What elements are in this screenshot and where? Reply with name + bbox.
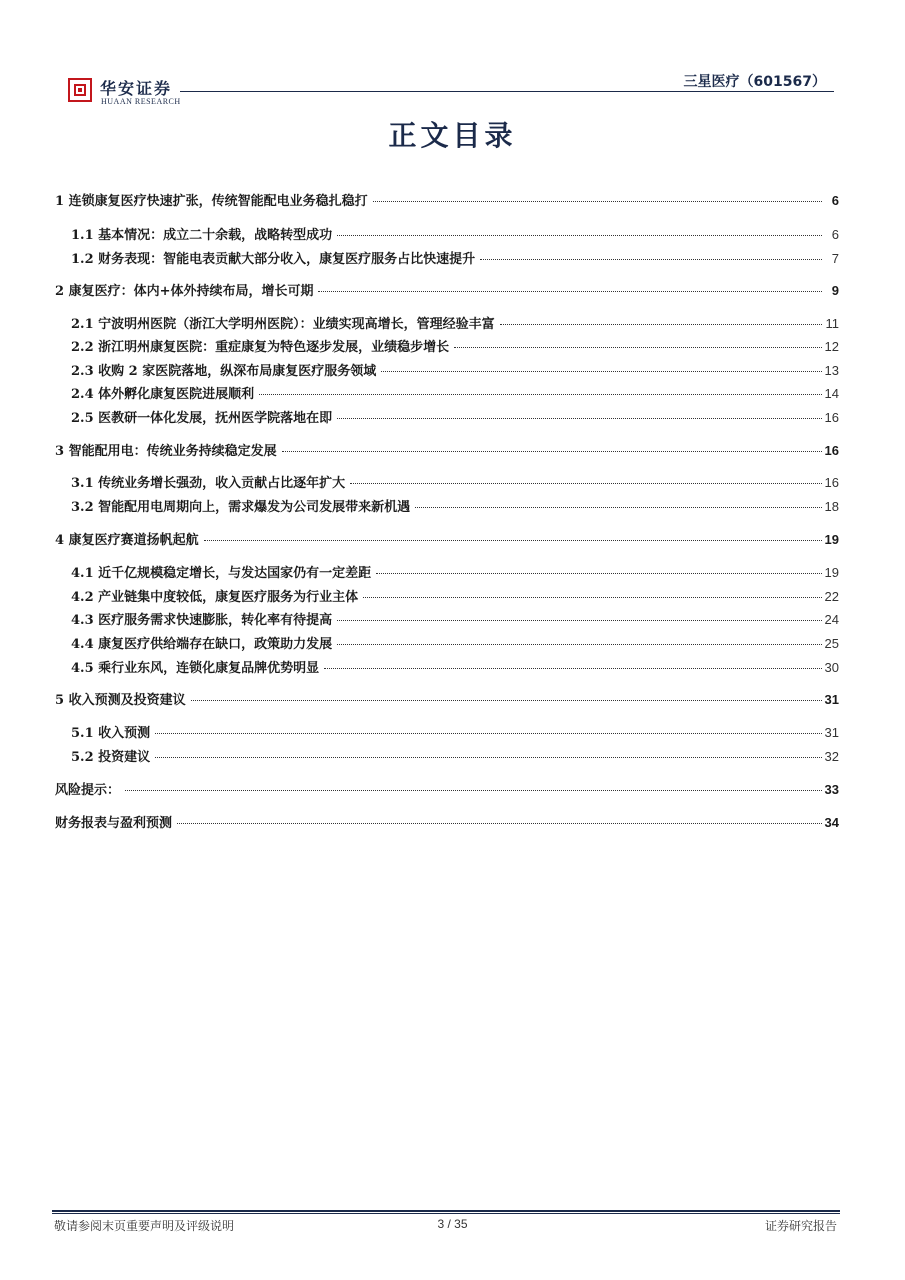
toc-entry-title: 5.2 投资建议	[71, 750, 151, 765]
toc-leader-dots	[324, 668, 821, 669]
toc-entry[interactable]	[71, 722, 839, 744]
toc-entry-title: 3 智能配用电：传统业务持续稳定发展	[55, 444, 277, 459]
toc-entry-title: 4.5 乘行业东风，连锁化康复品牌优势明显	[71, 661, 320, 676]
toc-entry[interactable]	[55, 190, 839, 212]
toc-entry-page: 7	[831, 251, 839, 266]
report-type: 证券研究报告	[764, 1219, 837, 1233]
toc-leader-dots	[337, 644, 821, 645]
toc-entry-title: 3.1 传统业务增长强劲，收入贡献占比逐年扩大	[71, 476, 346, 491]
toc-entry-page: 18	[824, 499, 839, 514]
toc-entry[interactable]	[71, 586, 839, 608]
toc-entry-page: 22	[824, 589, 839, 604]
toc-entry-title: 4 康复医疗赛道扬帆起航	[55, 533, 199, 548]
footer-divider	[52, 1210, 840, 1212]
footer-divider-thin	[52, 1213, 840, 1214]
logo-english-name: HUAAN RESEARCH	[101, 97, 181, 106]
toc-entry-page: 24	[824, 612, 839, 627]
toc-entry-title: 5 收入预测及投资建议	[55, 693, 186, 708]
toc-leader-dots	[376, 573, 821, 574]
toc-entry-title: 2.5 医教研一体化发展，抚州医学院落地在即	[71, 411, 333, 426]
toc-entry-title: 4.4 康复医疗供给端存在缺口，政策助力发展	[71, 637, 333, 652]
toc-entry-page: 6	[831, 193, 839, 208]
toc-entry[interactable]	[71, 562, 839, 584]
toc-leader-dots	[500, 324, 822, 325]
toc-entry-title: 1.2 财务表现：智能电表贡献大部分收入，康复医疗服务占比快速提升	[71, 252, 476, 267]
toc-entry-title: 1 连锁康复医疗快速扩张，传统智能配电业务稳扎稳打	[55, 194, 368, 209]
toc-entry[interactable]	[71, 360, 839, 382]
toc-entry[interactable]	[71, 657, 839, 679]
page-number: 3 / 35	[437, 1217, 468, 1231]
toc-leader-dots	[318, 291, 822, 292]
toc-entry-title: 1.1 基本情况：成立二十余载，战略转型成功	[71, 228, 333, 243]
toc-leader-dots	[155, 757, 821, 758]
toc-entry-title: 风险提示：	[55, 783, 121, 798]
toc-entry-title: 5.1 收入预测	[71, 726, 151, 741]
huaan-logo-seal-icon	[68, 78, 92, 102]
footer-disclaimer: 敬请参阅末页重要声明及评级说明	[54, 1219, 235, 1233]
toc-entry[interactable]	[71, 224, 839, 246]
toc-entry[interactable]	[71, 633, 839, 655]
toc-entry[interactable]	[71, 383, 839, 405]
toc-entry-page: 19	[824, 565, 839, 580]
toc-entry-page: 13	[824, 363, 839, 378]
toc-leader-dots	[454, 347, 821, 348]
toc-leader-dots	[177, 823, 822, 824]
toc-entry[interactable]	[55, 440, 839, 462]
toc-entry-title: 2.2 浙江明州康复医院：重症康复为特色逐步发展，业绩稳步增长	[71, 340, 450, 355]
toc-entry[interactable]	[55, 812, 839, 834]
toc-entry-page: 34	[824, 815, 839, 830]
toc-entry-page: 19	[824, 532, 839, 547]
toc-entry[interactable]	[55, 689, 839, 711]
toc-entry-page: 16	[824, 410, 839, 425]
toc-leader-dots	[259, 394, 821, 395]
toc-entry[interactable]	[71, 313, 839, 335]
header-divider	[180, 91, 834, 92]
toc-leader-dots	[373, 201, 822, 202]
toc-entry-page: 12	[824, 339, 839, 354]
toc-entry-title: 财务报表与盈利预测	[55, 816, 173, 831]
toc-entry[interactable]	[71, 407, 839, 429]
toc-entry-page: 33	[824, 782, 839, 797]
toc-leader-dots	[282, 451, 822, 452]
toc-leader-dots	[480, 259, 822, 260]
toc-leader-dots	[350, 483, 821, 484]
toc-leader-dots	[191, 700, 822, 701]
toc-entry-page: 16	[824, 443, 839, 458]
company-ticker: 三星医疗（601567）	[683, 74, 826, 90]
page-header	[66, 74, 834, 110]
toc-entry-title: 2.4 体外孵化康复医院进展顺利	[71, 387, 255, 402]
toc-entry-page: 6	[831, 227, 839, 242]
toc-entry[interactable]	[71, 496, 839, 518]
toc-entry-title: 3.2 智能配用电周期向上，需求爆发为公司发展带来新机遇	[71, 500, 411, 515]
toc-leader-dots	[337, 235, 822, 236]
toc-entry-page: 16	[824, 475, 839, 490]
toc-entry[interactable]	[55, 779, 839, 801]
toc-entry-page: 11	[825, 316, 839, 331]
logo-chinese-name: 华安证券	[100, 79, 173, 98]
toc-entry-page: 31	[824, 692, 839, 707]
toc-leader-dots	[204, 540, 822, 541]
toc-entry-page: 31	[824, 725, 839, 740]
toc-leader-dots	[337, 620, 821, 621]
toc-entry[interactable]	[71, 336, 839, 358]
toc-entry-page: 9	[831, 283, 839, 298]
toc-leader-dots	[337, 418, 821, 419]
toc-entry-page: 14	[824, 386, 839, 401]
toc-leader-dots	[155, 733, 821, 734]
toc-leader-dots	[381, 371, 821, 372]
toc-entry[interactable]	[55, 280, 839, 302]
toc-entry[interactable]	[71, 248, 839, 270]
toc-leader-dots	[363, 597, 821, 598]
page-title: 正文目录	[388, 119, 517, 152]
toc-entry-title: 4.3 医疗服务需求快速膨胀，转化率有待提高	[71, 613, 333, 628]
toc-entry[interactable]	[71, 472, 839, 494]
toc-entry-title: 2.3 收购 2 家医院落地，纵深布局康复医疗服务领域	[71, 364, 377, 379]
toc-entry[interactable]	[71, 746, 839, 768]
toc-entry[interactable]	[55, 529, 839, 551]
toc-entry-title: 4.2 产业链集中度较低，康复医疗服务为行业主体	[71, 590, 359, 605]
toc-entry-title: 4.1 近千亿规模稳定增长，与发达国家仍有一定差距	[71, 566, 372, 581]
toc-entry-title: 2.1 宁波明州医院（浙江大学明州医院）：业绩实现高增长，管理经验丰富	[71, 317, 495, 332]
toc-entry-title: 2 康复医疗：体内+体外持续布局，增长可期	[55, 284, 314, 299]
toc-entry[interactable]	[71, 609, 839, 631]
toc-entry-page: 30	[824, 660, 839, 675]
toc-leader-dots	[415, 507, 821, 508]
toc-entry-page: 32	[824, 749, 839, 764]
toc-leader-dots	[125, 790, 822, 791]
toc-entry-page: 25	[824, 636, 839, 651]
